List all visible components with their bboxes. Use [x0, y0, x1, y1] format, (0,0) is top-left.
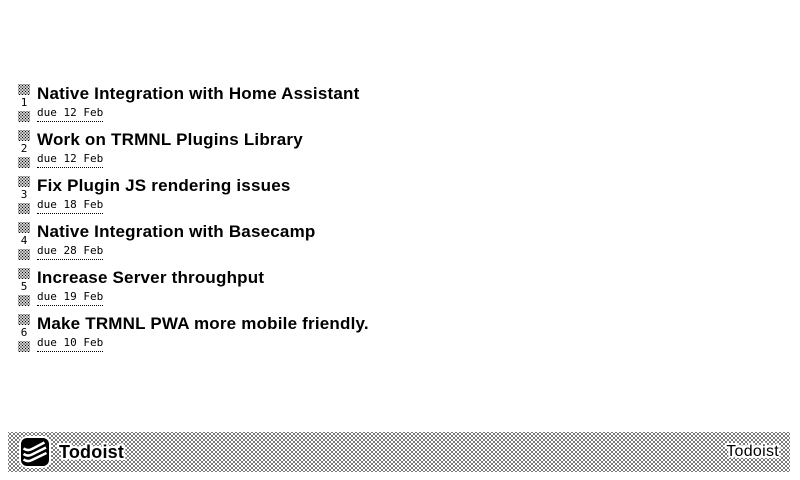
task-title: Make TRMNL PWA more mobile friendly. — [37, 314, 369, 333]
task-index-badge — [18, 130, 30, 168]
task-index: 2 — [18, 141, 30, 157]
task-content — [37, 314, 369, 352]
task-content — [37, 268, 264, 306]
task-due-label: due 19 Feb — [37, 291, 103, 306]
todoist-logo-icon — [21, 438, 49, 466]
task-index-badge — [18, 222, 30, 260]
task-list — [18, 84, 782, 360]
task-content — [37, 84, 359, 122]
task-item — [18, 222, 782, 260]
task-index-badge — [18, 314, 30, 352]
task-title: Native Integration with Home Assistant — [37, 84, 360, 103]
task-index-badge — [18, 268, 30, 306]
task-index: 6 — [18, 325, 30, 341]
task-due-label: due 18 Feb — [37, 199, 103, 214]
task-title: Work on TRMNL Plugins Library — [37, 130, 303, 149]
task-due-label: due 10 Feb — [37, 337, 103, 352]
plugin-title: Todoist — [59, 441, 125, 462]
task-index-badge — [18, 84, 30, 122]
task-content — [37, 176, 291, 214]
task-due-label: due 12 Feb — [37, 107, 103, 122]
task-index: 4 — [18, 233, 30, 249]
task-item — [18, 130, 782, 168]
task-item — [18, 176, 782, 214]
task-due-label: due 12 Feb — [37, 153, 103, 168]
task-content — [37, 222, 315, 260]
title-bar — [8, 432, 790, 472]
task-title: Native Integration with Basecamp — [37, 222, 316, 241]
task-title: Fix Plugin JS rendering issues — [37, 176, 291, 195]
task-item — [18, 314, 782, 352]
task-due-label: due 28 Feb — [37, 245, 103, 260]
instance-label: Todoist — [726, 443, 779, 460]
task-index: 5 — [18, 279, 30, 295]
task-index: 1 — [18, 95, 30, 111]
task-title: Increase Server throughput — [37, 268, 265, 287]
task-item — [18, 84, 782, 122]
task-index-badge — [18, 176, 30, 214]
task-item — [18, 268, 782, 306]
task-content — [37, 130, 303, 168]
task-index: 3 — [18, 187, 30, 203]
